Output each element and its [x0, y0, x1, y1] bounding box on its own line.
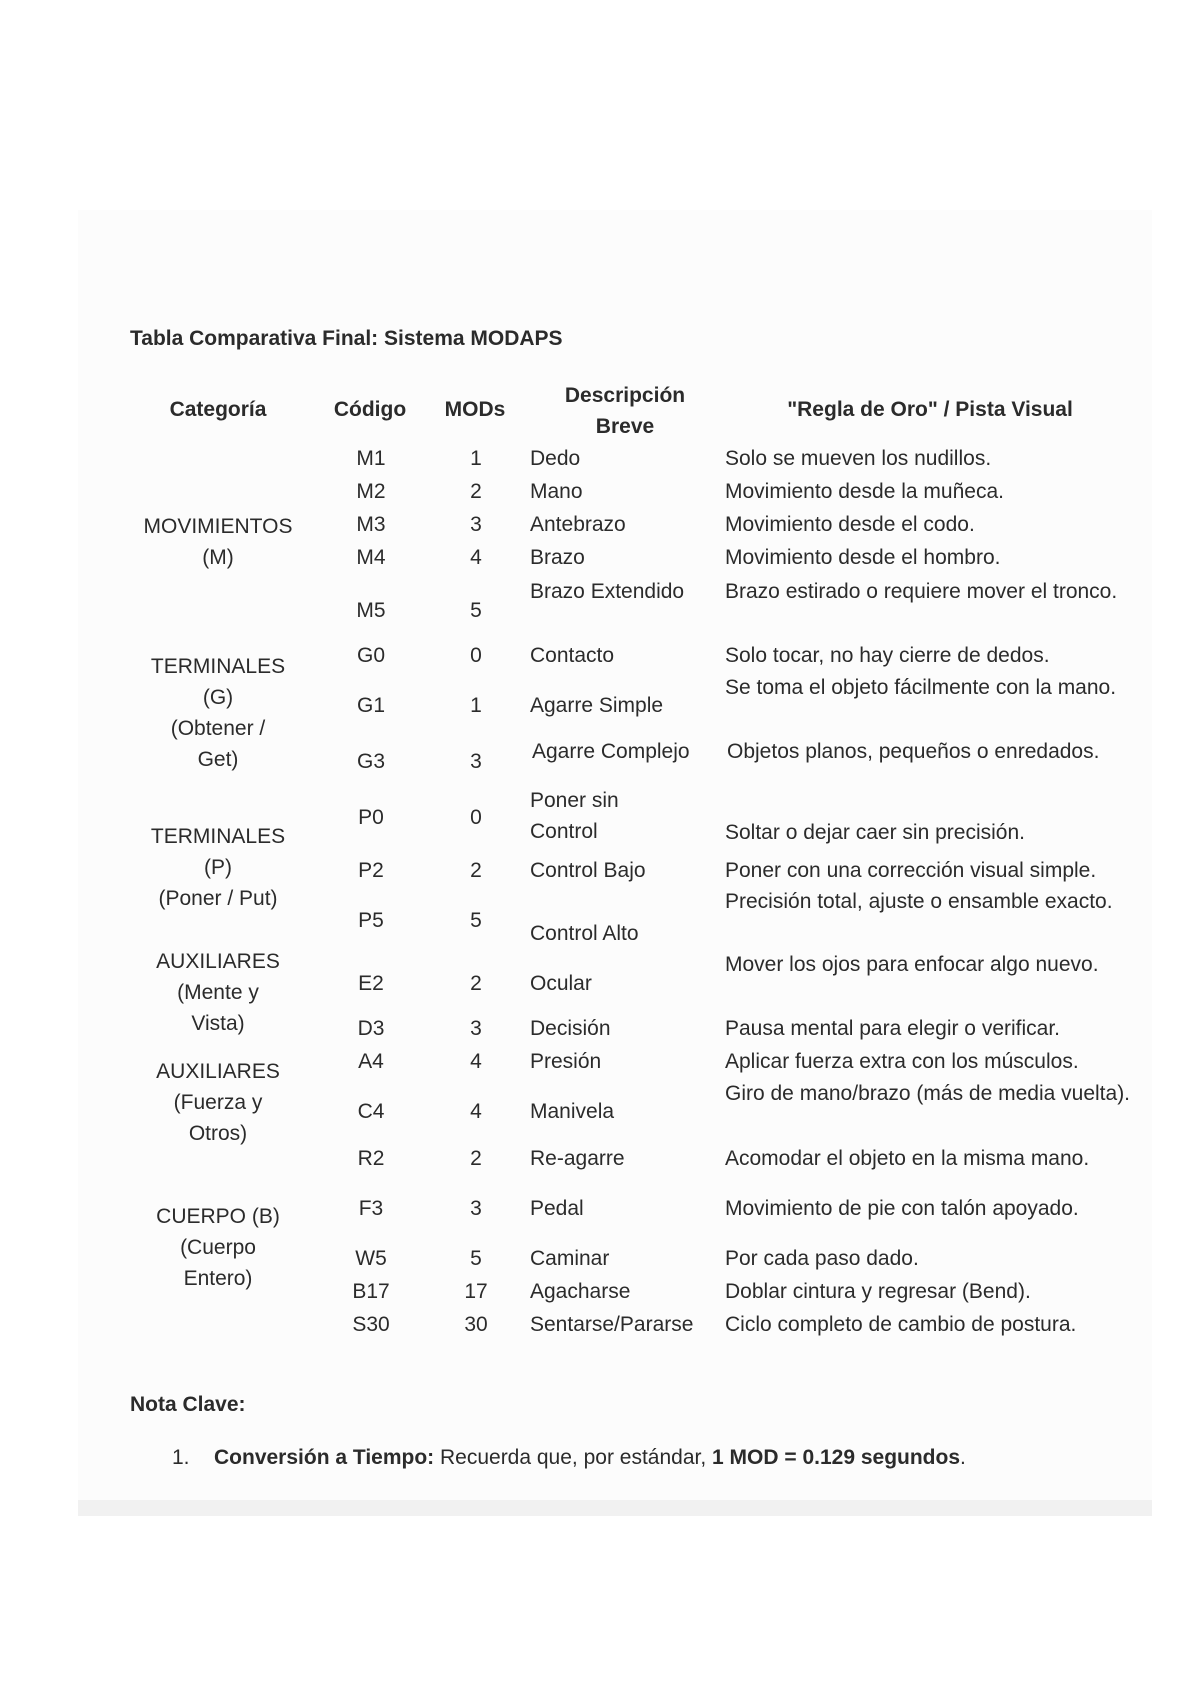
- note-item: [172, 1446, 966, 1470]
- code-cell: M1: [356, 447, 386, 470]
- note-title: Nota Clave:: [130, 1393, 246, 1416]
- code-cell: M5: [356, 599, 386, 622]
- rule-cell: Soltar o dejar caer sin precisión.: [725, 821, 1025, 844]
- category-line: Entero): [183, 1267, 253, 1290]
- rule-cell: Poner con una corrección visual simple.: [725, 859, 1097, 882]
- description-cell: Re-agarre: [530, 1147, 625, 1170]
- category-movimientos: [118, 511, 318, 573]
- description-cell: Mano: [530, 480, 583, 503]
- description-cell: Antebrazo: [530, 513, 626, 536]
- rule-cell: Movimiento desde el hombro.: [725, 546, 1001, 569]
- category-auxiliares-fuerza: [118, 1056, 318, 1149]
- code-cell: P5: [358, 909, 384, 932]
- code-cell: A4: [358, 1050, 384, 1073]
- rule-cell: Solo tocar, no hay cierre de dedos.: [725, 644, 1050, 667]
- rule-cell: Pausa mental para elegir o verificar.: [725, 1017, 1061, 1040]
- description-cell: Manivela: [530, 1100, 615, 1123]
- code-cell: P0: [358, 806, 384, 829]
- mods-cell: 4: [470, 1100, 482, 1123]
- mods-cell: 3: [470, 750, 482, 773]
- category-line: (G): [202, 686, 234, 709]
- code-cell: W5: [355, 1247, 387, 1270]
- code-cell: R2: [357, 1147, 385, 1170]
- code-cell: P2: [358, 859, 384, 882]
- rule-cell: Doblar cintura y regresar (Bend).: [725, 1280, 1031, 1303]
- mods-cell: 2: [470, 972, 482, 995]
- mods-cell: 2: [470, 1147, 482, 1170]
- note-label: Conversión a Tiempo:: [214, 1446, 435, 1469]
- description-cell: Presión: [530, 1050, 602, 1073]
- code-cell: E2: [358, 972, 384, 995]
- description-cell: Agarre Simple: [530, 694, 664, 717]
- category-line: (P): [204, 856, 232, 879]
- note-value: 1 MOD = 0.129 segundos: [712, 1446, 961, 1469]
- description-cell: Control Bajo: [530, 859, 646, 882]
- mods-cell: 3: [470, 1017, 482, 1040]
- rule-cell: Ciclo completo de cambio de postura.: [725, 1313, 1077, 1336]
- note-text: Recuerda que, por estándar,: [434, 1446, 713, 1469]
- mods-cell: 5: [470, 599, 482, 622]
- description-cell: Contacto: [530, 644, 615, 667]
- rule-cell: Por cada paso dado.: [725, 1247, 919, 1270]
- note-number: 1.: [172, 1446, 190, 1469]
- code-cell: S30: [352, 1313, 390, 1336]
- rule-cell: Se toma el objeto fácilmente con la mano.: [725, 676, 1117, 699]
- header-descripcion: [540, 380, 710, 442]
- mods-cell: 1: [470, 694, 482, 717]
- description-cell: Sentarse/Pararse: [530, 1313, 694, 1336]
- header-codigo: Código: [333, 398, 407, 421]
- category-line: (M): [202, 546, 234, 569]
- category-line: (Cuerpo: [180, 1236, 256, 1259]
- description-cell: Caminar: [530, 1247, 610, 1270]
- code-cell: G0: [356, 644, 385, 667]
- header-descripcion-line1: Descripción: [564, 384, 686, 407]
- code-cell: F3: [358, 1197, 384, 1220]
- mods-cell: 0: [470, 644, 482, 667]
- description-cell: Poner sin Control: [530, 789, 619, 843]
- rule-cell: Objetos planos, pequeños o enredados.: [727, 740, 1100, 763]
- rule-cell: Giro de mano/brazo (más de media vuelta).: [725, 1082, 1131, 1105]
- mods-cell: 2: [470, 480, 482, 503]
- header-regla: "Regla de Oro" / Pista Visual: [787, 398, 1073, 421]
- mods-cell: 4: [470, 1050, 482, 1073]
- document-title: Tabla Comparativa Final: Sistema MODAPS: [130, 327, 563, 350]
- code-cell: M3: [356, 513, 386, 536]
- mods-cell: 30: [464, 1313, 488, 1336]
- code-cell: D3: [357, 1017, 385, 1040]
- rule-cell: Acomodar el objeto en la misma mano.: [725, 1147, 1090, 1170]
- rule-cell: Movimiento de pie con talón apoyado.: [725, 1197, 1079, 1220]
- code-cell: G3: [356, 750, 385, 773]
- category-line: (Poner / Put): [158, 887, 278, 910]
- header-categoria: Categoría: [169, 398, 267, 421]
- header-mods: MODs: [444, 398, 506, 421]
- rule-cell: Precisión total, ajuste o ensamble exacto.: [725, 890, 1113, 913]
- category-line: Get): [197, 748, 239, 771]
- description-cell: Agacharse: [530, 1280, 631, 1303]
- note-end: .: [960, 1446, 966, 1469]
- mods-cell: 17: [464, 1280, 488, 1303]
- category-line: (Fuerza y: [173, 1091, 263, 1114]
- category-cuerpo: [118, 1201, 318, 1294]
- category-line: AUXILIARES: [156, 1060, 280, 1083]
- mods-cell: 5: [470, 1247, 482, 1270]
- description-cell: Brazo: [530, 546, 585, 569]
- code-cell: G1: [356, 694, 385, 717]
- category-line: (Mente y: [177, 981, 259, 1004]
- code-cell: C4: [357, 1100, 385, 1123]
- description-cell: Dedo: [530, 447, 581, 470]
- description-cell: Decisión: [530, 1017, 611, 1040]
- mods-cell: 1: [470, 447, 482, 470]
- category-line: CUERPO (B): [156, 1205, 280, 1228]
- header-descripcion-line2: Breve: [595, 415, 655, 438]
- rule-cell: Brazo estirado o requiere mover el tronco.: [725, 580, 1118, 603]
- description-cell: Agarre Complejo: [532, 740, 690, 763]
- rule-cell: Solo se mueven los nudillos.: [725, 447, 992, 470]
- category-line: TERMINALES: [150, 825, 286, 848]
- rule-cell: Mover los ojos para enfocar algo nuevo.: [725, 953, 1099, 976]
- description-cell: Pedal: [530, 1197, 584, 1220]
- category-line: (Obtener /: [170, 717, 266, 740]
- mods-cell: 4: [470, 546, 482, 569]
- description-cell: Ocular: [530, 972, 592, 995]
- description-cell: Brazo Extendido: [530, 580, 685, 603]
- category-line: MOVIMIENTOS: [143, 515, 293, 538]
- category-line: Vista): [191, 1012, 245, 1035]
- category-line: Otros): [188, 1122, 248, 1145]
- category-terminales-p: [118, 821, 318, 914]
- description-cell: Control Alto: [530, 922, 639, 945]
- code-cell: M2: [356, 480, 386, 503]
- mods-cell: 3: [470, 1197, 482, 1220]
- mods-cell: 2: [470, 859, 482, 882]
- rule-cell: Movimiento desde la muñeca.: [725, 480, 1004, 503]
- code-cell: M4: [356, 546, 386, 569]
- category-line: AUXILIARES: [156, 950, 280, 973]
- rule-cell: Aplicar fuerza extra con los músculos.: [725, 1050, 1079, 1073]
- code-cell: B17: [352, 1280, 390, 1303]
- mods-cell: 0: [470, 806, 482, 829]
- sheet-bottom-edge: [78, 1500, 1152, 1516]
- rule-cell: Movimiento desde el codo.: [725, 513, 975, 536]
- category-line: TERMINALES: [150, 655, 286, 678]
- mods-cell: 3: [470, 513, 482, 536]
- category-terminales-g: [118, 651, 318, 775]
- mods-cell: 5: [470, 909, 482, 932]
- category-auxiliares-mente: [118, 946, 318, 1039]
